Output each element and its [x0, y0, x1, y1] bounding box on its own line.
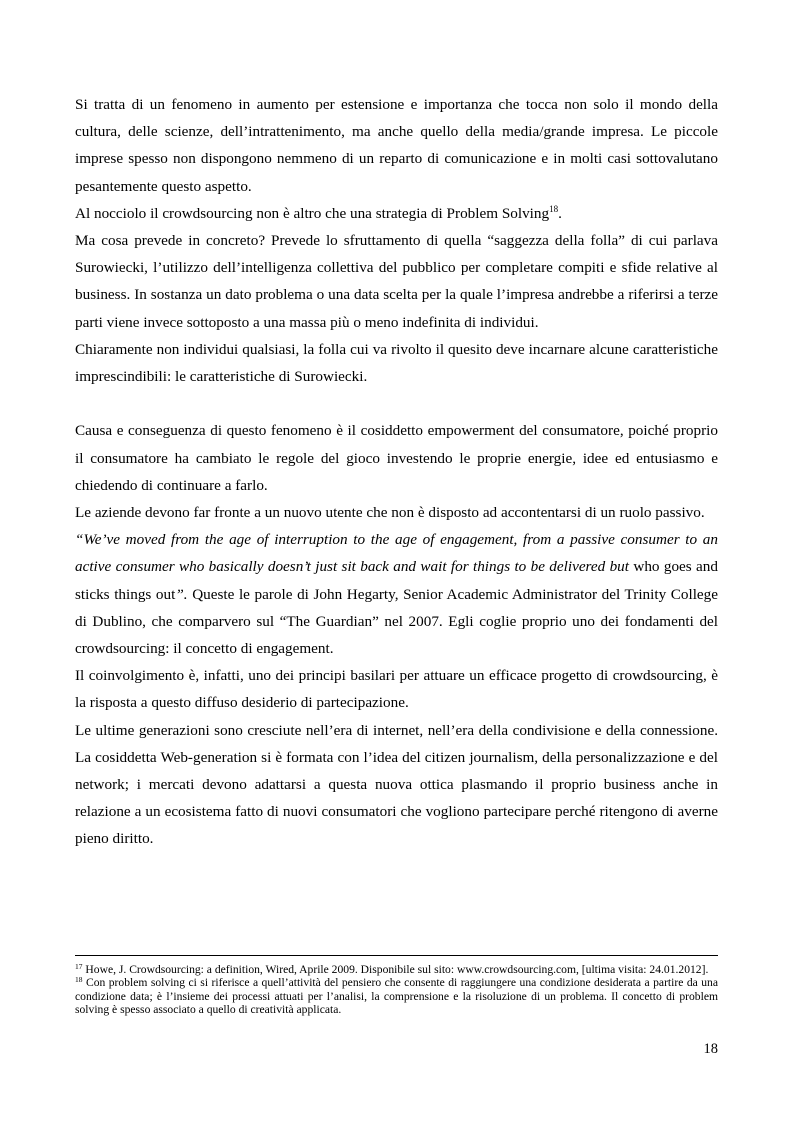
paragraph-passive-role: Le aziende devono far fronte a un nuovo utente che non è disposto ad accontentarsi di un ruolo passivo. [75, 504, 705, 522]
page-number: 18 [703, 1041, 718, 1057]
footnote-number: 17 [75, 962, 83, 971]
paragraph-empowerment: Causa e conseguenza di questo fenomeno è il cosiddetto empowerment del consumatore, poiché proprio il consumatore ha cambiato le regole del gioco investendo le proprie energie, idee ed entusiasmo e chiedendo di continuare a farlo. [75, 422, 718, 494]
footnote-ref-18[interactable]: 18 [549, 203, 559, 214]
footnote-18 [75, 976, 718, 1016]
paragraph-engagement: Il coinvolgimento è, infatti, uno dei principi basilari per attuare un efficace progetto di crowdsourcing, è la risposta a questo diffuso desiderio di partecipazione. [75, 667, 718, 712]
footnote-text: Con problem solving ci si riferisce a quell’attività del pensiero che consente di raggiungere una condizione desiderata a partire da una condizione data; è l’insieme dei processi attuati per l’analisi, la comprensione e la risoluzione di un problema. Il concetto di problem solving è spesso associato a quello di creatività applicata. [75, 976, 718, 1017]
quote-italic: “We’ve moved from the age of interruption to the age of engagement, from a passive consumer to an active consumer who basically doesn’t just sit back and wait for things to be delivered but [75, 531, 718, 576]
paragraph-hegarty-quote: “We’ve moved from the age of interruption to the age of engagement, from a passive consumer to an active consumer who basically doesn’t just sit back and wait for things to be delivered but who goes and sticks things out”. Queste le parole di John Hegarty, Senior Academic Administrator del Trinity College di Dublino, che comparvero sul “The Guardian” nel 2007. Egli coglie proprio uno dei fondamenti del crowdsourcing: il concetto di engagement. [75, 531, 719, 658]
footnote-17 [75, 963, 718, 976]
body-text [75, 91, 718, 853]
quote-closing: ”. [175, 585, 188, 603]
footnotes [75, 963, 718, 1017]
paragraph-crowd-characteristics: Chiaramente non individui qualsiasi, la folla cui va rivolto il quesito deve incarnare alcune caratteristiche imprescindibili: le caratteristiche di Surowiecki. [75, 340, 718, 386]
footnote-text: Howe, J. Crowdsourcing: a definition, Wired, Aprile 2009. Disponibile sul sito: www.crowdsourcing.com, [ultima visita: 24.01.2012]. [82, 963, 709, 976]
paragraph-web-generation: Le ultime generazioni sono cresciute nell’era di internet, nell’era della condivisione e della connessione. La cosiddetta Web-generation si è formata con l’idea del citizen journalism, della personalizzazione e del network; i mercati devono adattarsi a questa nuova ottica plasmando il proprio business anche in relazione a un ecosistema fatto di nuovi consumatori che vogliono partecipare perché ritengono di averne pieno diritto. [75, 721, 718, 848]
paragraph-problem-solving: Al nocciolo il crowdsourcing non è altro che una strategia di Problem Solving$^{18}$. [75, 203, 562, 222]
footnote-divider [75, 955, 718, 956]
paragraph-phenomenon: Si tratta di un fenomeno in aumento per estensione e importanza che tocca non solo il mondo della cultura, delle scienze, dell’intrattenimento, ma anche quello della media/grande impresa. Le piccole imprese spesso non dispongono nemmeno di un reparto di comunicazione e in molti casi sottovalutano pesantemente questo aspetto. [75, 96, 718, 195]
footnote-number: 18 [75, 975, 83, 985]
paragraph-wisdom-of-crowd: Ma cosa prevede in concreto? Prevede lo sfruttamento di quella “saggezza della folla” di cui parlava Surowiecki, l’utilizzo dell’intelligenza collettiva del pubblico per completare compiti e sfide relative al business. In sostanza un dato problema o una data scelta per la quale l’impresa andrebbe a riferirsi a terze parti viene invece sottoposto a una massa più o meno indefinita di individui. [75, 232, 718, 331]
quote-regular: who goes and sticks things out [75, 558, 718, 603]
